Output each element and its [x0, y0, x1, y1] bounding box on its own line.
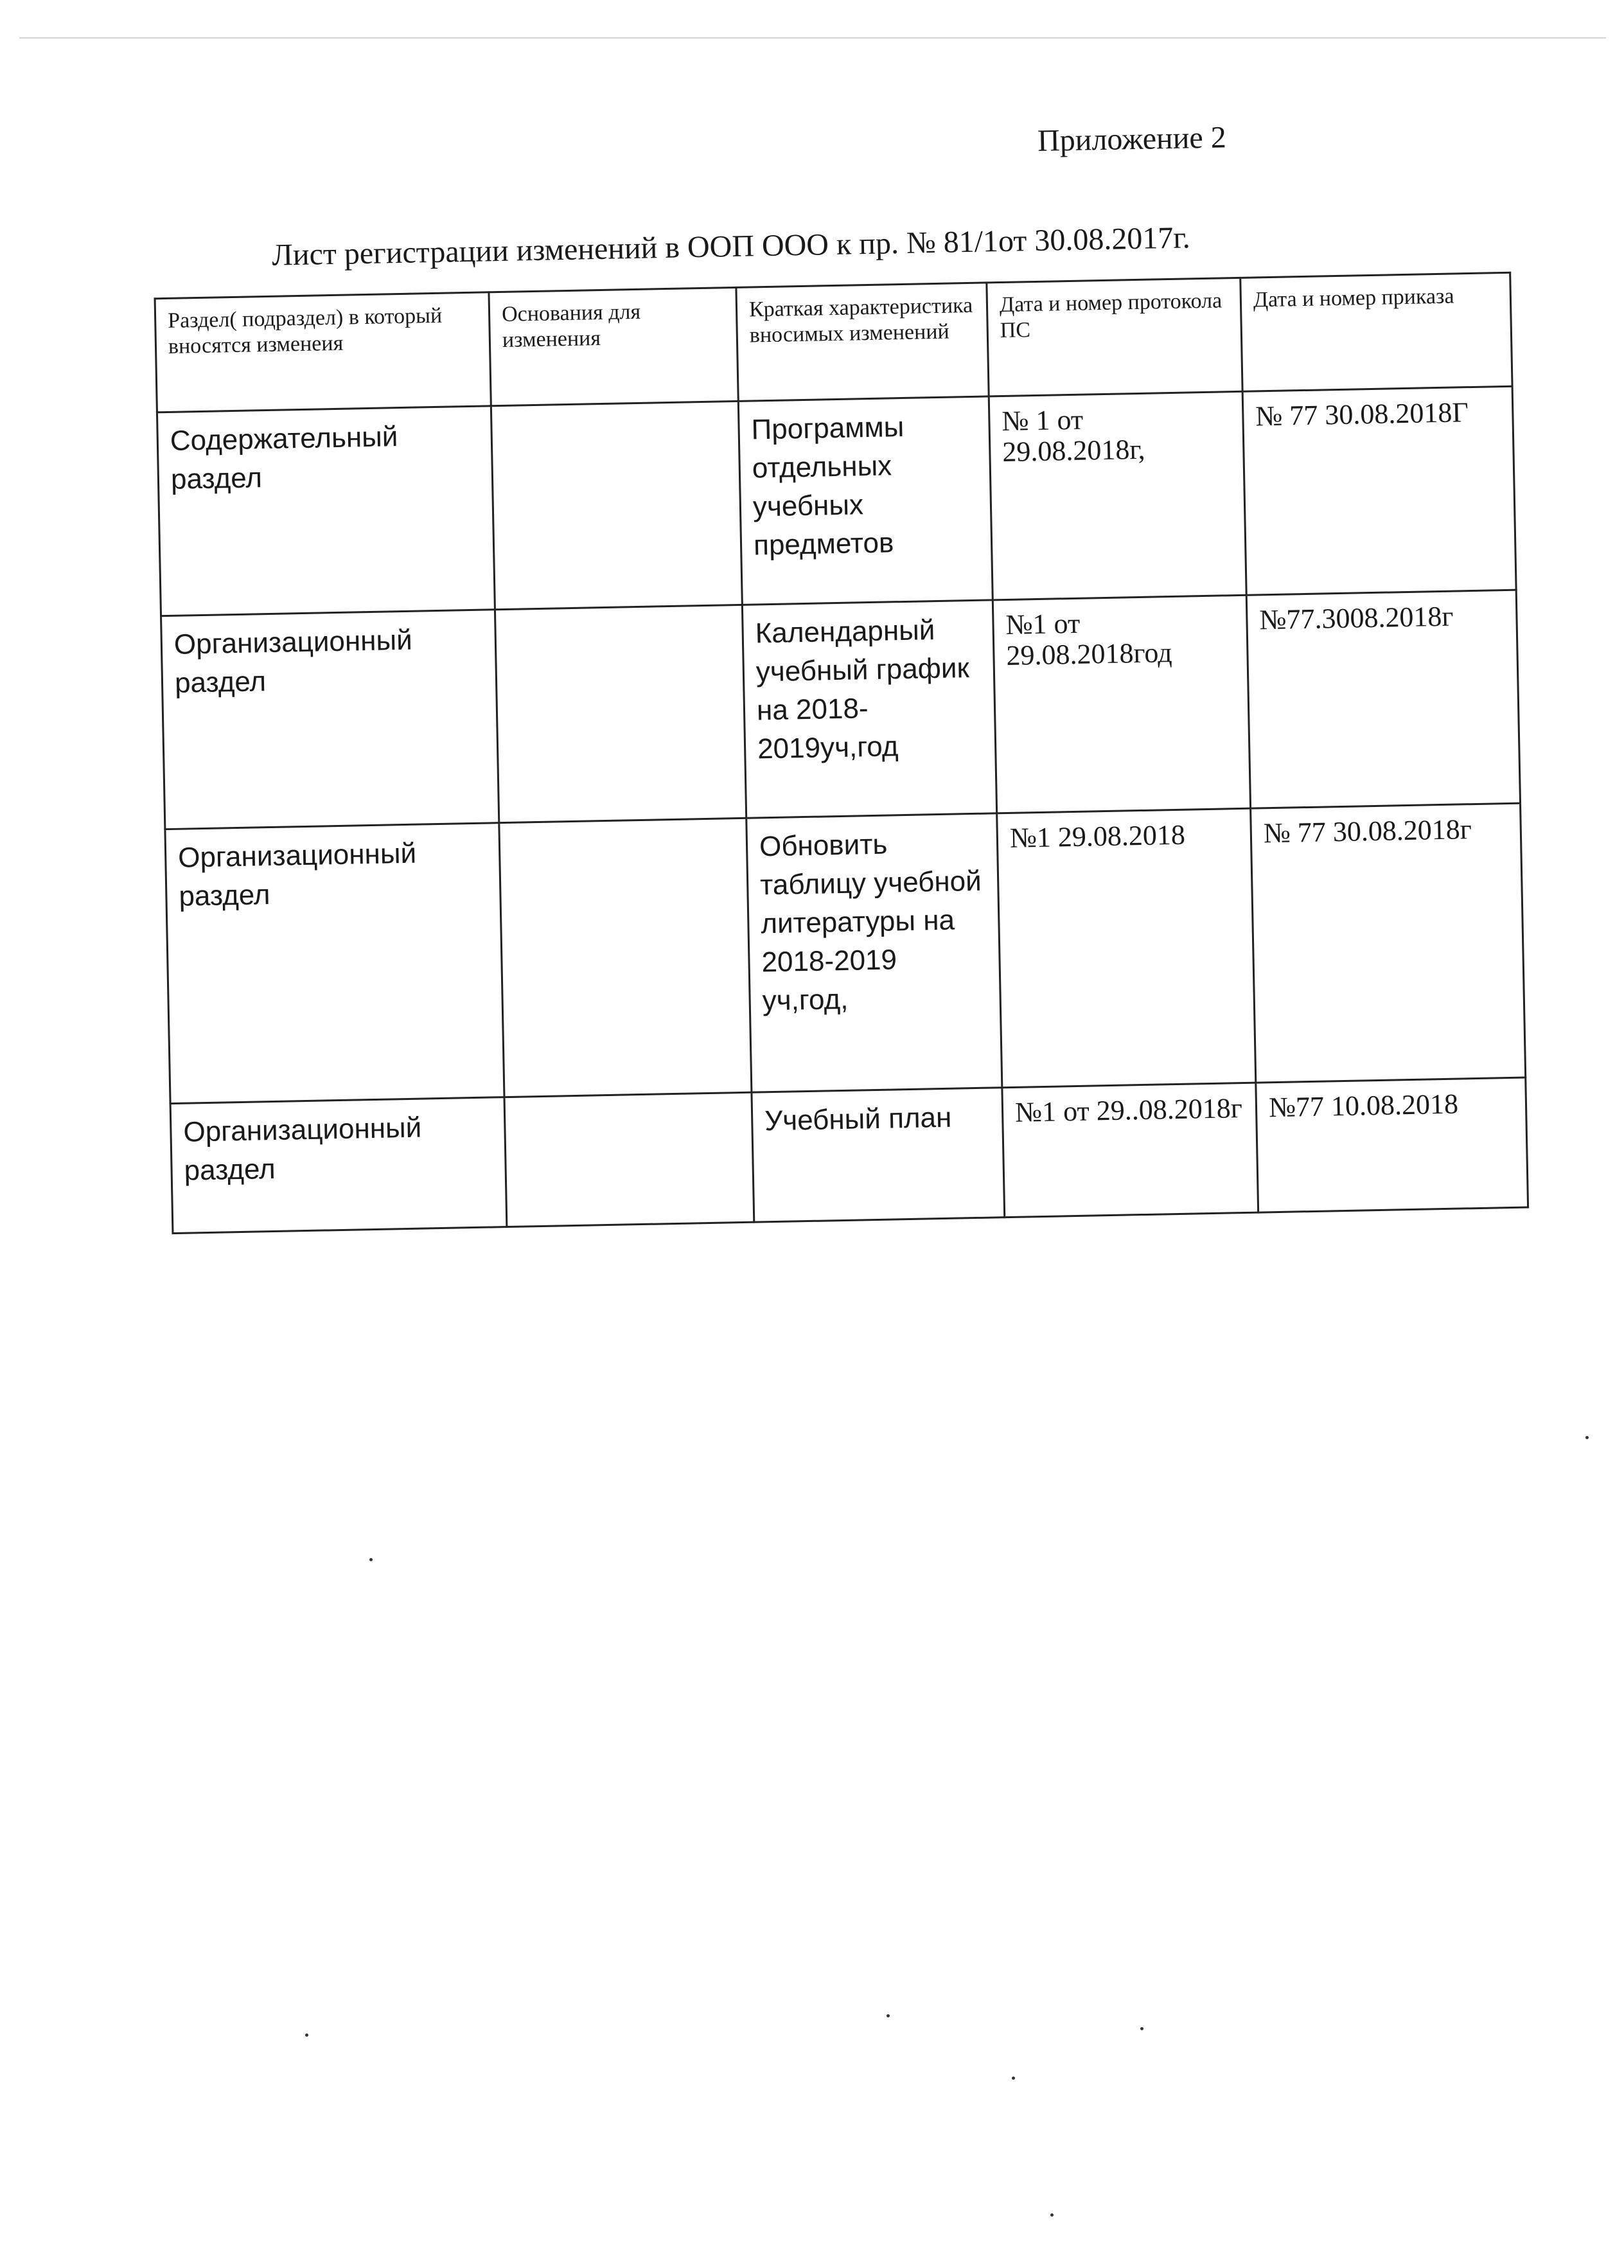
cell-order: № 77 30.08.2018Г: [1242, 386, 1516, 595]
scan-speck: [369, 1558, 373, 1561]
cell-basis: [504, 1092, 754, 1227]
table-row: [157, 386, 1516, 616]
scan-speck: [887, 2014, 890, 2017]
cell-section: Содержательный раздел: [157, 406, 495, 616]
column-header-basis: Основания для изменения: [489, 287, 738, 405]
appendix-label: Приложение 2: [1037, 120, 1227, 158]
cell-summary: Обновить таблицу учебной литературы на 2018-2019 уч,год,: [746, 813, 1002, 1092]
column-header-order: Дата и номер приказа: [1240, 272, 1512, 391]
table-row: [165, 803, 1526, 1103]
scan-speck: [1140, 2027, 1143, 2030]
cell-protocol: №1 от 29.08.2018год: [993, 595, 1250, 813]
cell-protocol: № 1 от 29.08.2018г,: [989, 391, 1246, 600]
table-row: [161, 590, 1521, 829]
cell-order: №77 10.08.2018: [1256, 1077, 1528, 1212]
cell-protocol: №1 29.08.2018: [997, 808, 1256, 1088]
cell-basis: [495, 605, 746, 822]
cell-section: Организационный раздел: [161, 610, 499, 829]
cell-order: № 77 30.08.2018г: [1251, 803, 1526, 1083]
column-header-summary: Краткая характеристика вносимых изменений: [736, 283, 989, 401]
cell-basis: [499, 818, 752, 1097]
document-title: Лист регистрации изменений в ООП ООО к пр. № 81/1от 30.08.2017г.: [271, 220, 1191, 272]
cell-summary: Календарный учебный график на 2018-2019уч,год: [742, 600, 996, 818]
table-row: [170, 1077, 1528, 1233]
cell-order: №77.3008.2018г: [1246, 590, 1520, 808]
cell-section: Организационный раздел: [170, 1097, 507, 1234]
cell-summary: Программы отдельных учебных предметов: [738, 396, 993, 605]
cell-summary: Учебный план: [752, 1088, 1005, 1222]
scan-speck: [305, 2033, 308, 2037]
column-header-section: Раздел( подраздел) в который вносятся изменеия: [155, 292, 491, 412]
cell-basis: [491, 401, 742, 609]
change-registration-table: [154, 272, 1530, 1234]
scan-speck: [1012, 2077, 1015, 2080]
scan-speck: [1050, 2213, 1054, 2217]
column-header-protocol: Дата и номер протокола ПС: [987, 278, 1242, 396]
scan-speck: [1585, 1436, 1589, 1439]
cell-protocol: №1 от 29..08.2018г: [1002, 1083, 1258, 1218]
cell-section: Организационный раздел: [165, 823, 504, 1104]
